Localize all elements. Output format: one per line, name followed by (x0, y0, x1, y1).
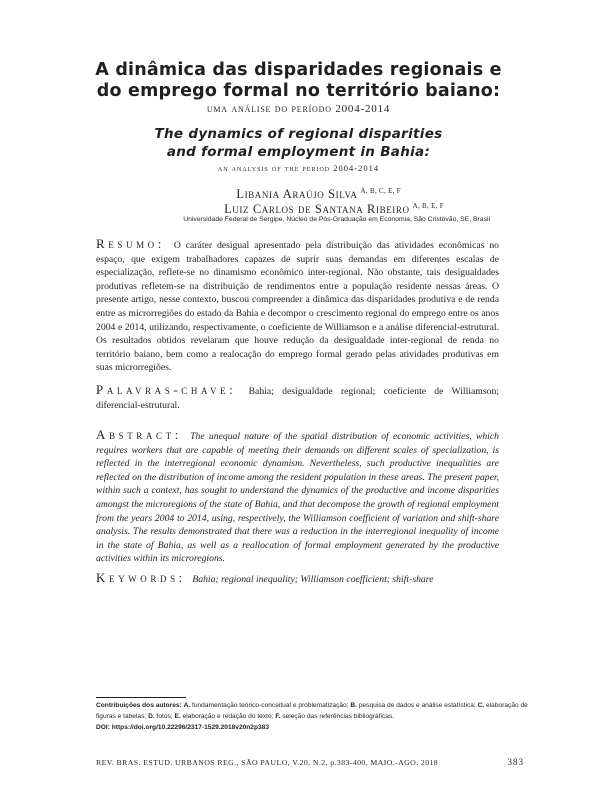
title-pt-line-2: do emprego formal no território baiano: (96, 81, 501, 101)
author-2-name: Luiz Carlos de Santana Ribeiro (224, 202, 410, 217)
footnote-divider (96, 697, 186, 698)
footnote-key-d: D. (148, 713, 155, 720)
footnote-item-c: elaboração de figuras e tabelas; (96, 702, 528, 720)
footnote-key-e: E. (174, 713, 181, 720)
footnote-item-f: seleção das referências bibliográficas. (282, 713, 395, 720)
footnote-key-b: B. (350, 702, 357, 709)
abstract-label: Abstract: (96, 427, 182, 442)
abstract-text: The unequal nature of the spatial distribution of economic activities, which requires workers that are capable of meeting their demands on different scales of specialization, is reflected in the interregional economic dynamism. Nevertheless, such productive inequalities are reflected on the distribution of income among the resident population in these areas. The present paper, within such a context, has sought to understand the dynamics of the productive and income disparities amongst the microregions of the state of Bahia, and that decompose the growth of regional employment from the years 2004 to 2014, using, respectively, the Williamson coefficient of variation and shift-share analysis. The results demonstrated that there was a reduction in the interregional inequality of income in the state of Bahia, as well as a reallocation of formal employment generated by the productive activities within its microregions. (96, 431, 500, 565)
doi-link[interactable]: https://doi.org/10.22296/2317-1529.2018v20n2p383 (111, 724, 270, 731)
resumo-label: Resumo: (96, 236, 165, 251)
palavras-chave-label: Palavras-chave: (96, 382, 237, 397)
palavras-chave-text: Bahia; desigualdade regional; coeficiente de Williamson; diferencial-estrutural. (96, 386, 499, 411)
abstract-section (96, 428, 499, 566)
affiliation: Universidade Federal de Sergipe, Núcleo de Pós-Graduação em Economia, São Cristóvão, SE, Brasil (183, 216, 490, 223)
footnote-item-d: fotos; (156, 713, 173, 720)
author-1-name: Libania Araújo Silva (236, 187, 358, 202)
doi-label: DOI: (96, 724, 110, 731)
resumo-text: O caráter desigual apresentado pela distribuição das atividades econômicas no espaço, que exigem trabalhadores capazes de suprir suas demandas em diferentes escalas de especialização, reflete-se no dinamismo econômico inter-regional. Não obstante, tais desigualdades produtivas refletem-se na distribuição de rendimentos entre a população residente nessas áreas. O presente artigo, nesse contexto, buscou compreender a dinâmica das disparidades produtiva e de renda entre as microrregiões do estado da Bahia e decompor o crescimento regional do emprego entre os anos 2004 e 2014, utilizando, respectivamente, o coeficiente de Williamson e a análise diferencial-estrutural. Os resultados obtidos revelaram que houve redução da desigualdade inter-regional de renda no território baiano, bem como a realocação do emprego formal gerado pelas atividades produtivas em suas microrregiões. (96, 240, 500, 374)
author-1-roles: A, B, C, E, F (360, 187, 401, 195)
resumo-section (96, 237, 499, 375)
footnote-item-e: elaboração e redação do texto; (182, 713, 274, 720)
footnote-key-c: C. (477, 702, 485, 709)
subtitle-portuguese: uma análise do período 2004-2014 (206, 103, 391, 115)
title-en-line-1: The dynamics of regional disparities (154, 126, 443, 142)
keywords-text: Bahia; regional inequality; Williamson coefficient; shift-share (192, 574, 434, 585)
running-footer: REV. BRAS. ESTUD. URBANOS REG., SÃO PAULO, V.20, N.2, p.383-400, MAIO.-AGO. 2018 (96, 758, 439, 767)
doi-line (96, 723, 269, 733)
footnote-label: Contribuições dos autores: (96, 702, 182, 709)
footnote-item-b: pesquisa de dados e análise estatística; (358, 702, 476, 709)
footnote-key-f: F. (275, 713, 281, 720)
author-contributions-footnote (96, 700, 531, 722)
footnote-item-a: fundamentação teórico-conceitual e problematização; (192, 702, 349, 709)
title-english (0, 125, 597, 161)
author-2-roles: A, B, E, F (412, 202, 444, 210)
keywords-section (96, 571, 499, 587)
title-en-line-2: and formal employment in Bahia: (166, 144, 431, 160)
palavras-chave-section (96, 383, 499, 412)
title-pt-line-1: A dinâmica das disparidades regionais e (95, 60, 502, 80)
keywords-label: Keywords: (96, 570, 186, 585)
page-number: 383 (507, 757, 524, 767)
footnote-key-a: A. (183, 702, 191, 709)
title-portuguese (0, 60, 597, 102)
subtitle-english: an analysis of the period 2004-2014 (217, 163, 380, 173)
